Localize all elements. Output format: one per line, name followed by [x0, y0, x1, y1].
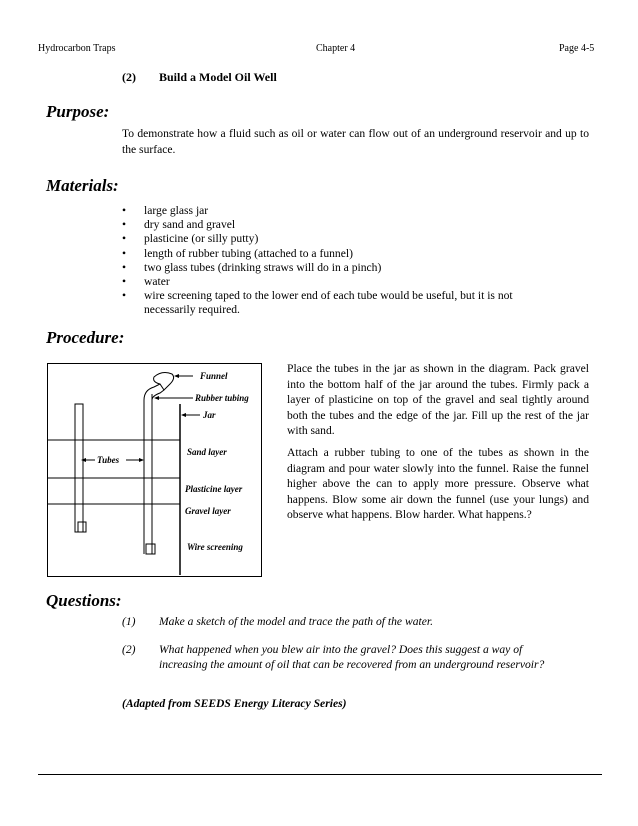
procedure-paragraph-2: Attach a rubber tubing to one of the tubes as shown in the diagram and pour water slowly into the funnel. Raise the funnel higher above the can to apply more pressure. Observe what happens. Blow some air down the funnel (use your lungs) and observe what happens. Blow harder. What happens.? [287, 446, 589, 521]
label-wire-screening: Wire screening [187, 542, 243, 552]
footer-divider [38, 774, 602, 775]
list-item: • wire screening taped to the lower end of each tube would be useful, but it is not necessarily required. [122, 289, 513, 317]
questions-heading: Questions: [46, 591, 122, 610]
right-tube-screen [146, 544, 155, 554]
funnel-arrowhead [174, 374, 179, 378]
label-rubber-tubing: Rubber tubing [195, 393, 249, 403]
list-item: • dry sand and gravel [122, 218, 236, 232]
label-gravel-layer: Gravel layer [185, 506, 231, 516]
list-item: • two glass tubes (drinking straws will do in a pinch) [122, 260, 382, 274]
bullet-icon: • [122, 232, 127, 246]
bullet-icon: • [122, 289, 127, 303]
header-center: Chapter 4 [316, 43, 356, 54]
label-plasticine-layer: Plasticine layer [185, 484, 243, 494]
bullet-icon: • [122, 275, 127, 289]
label-tubes: Tubes [97, 455, 120, 465]
rubber-tubing-arrowhead [154, 396, 159, 400]
purpose-heading: Purpose: [46, 102, 110, 121]
list-item: • plasticine (or silly putty) [122, 232, 259, 246]
question-1-number: (1) [122, 615, 136, 628]
bullet-icon: • [122, 218, 127, 232]
bullet-icon: • [122, 204, 127, 217]
question-2-number: (2) [122, 643, 136, 656]
purpose-text: To demonstrate how a fluid such as oil or water can flow out of an underground reservoir and up to the surface. [122, 127, 589, 156]
list-item: • length of rubber tubing (attached to a funnel) [122, 246, 353, 260]
jar-arrowhead [181, 413, 186, 417]
tubes-arrowhead-right [139, 458, 144, 462]
header-left: Hydrocarbon Traps [38, 43, 116, 54]
left-tube-screen [78, 522, 86, 532]
bullet-icon: • [122, 246, 127, 260]
list-item: • water [122, 275, 170, 289]
header-right: Page 4-5 [559, 43, 595, 54]
label-funnel: Funnel [200, 371, 228, 381]
activity-number: (2) [122, 70, 136, 84]
materials-list [122, 204, 562, 318]
materials-heading: Materials: [46, 176, 119, 195]
procedure-heading: Procedure: [46, 328, 125, 347]
list-item: • large glass jar [122, 204, 209, 217]
bullet-icon: • [122, 260, 127, 274]
oil-well-diagram [47, 363, 262, 577]
activity-title: Build a Model Oil Well [159, 70, 277, 84]
label-sand-layer: Sand layer [187, 447, 227, 457]
question-1-text: Make a sketch of the model and trace the path of the water. [159, 615, 433, 628]
diagram-drawing [48, 364, 260, 575]
label-jar: Jar [203, 410, 216, 420]
question-2-text: What happened when you blew air into the gravel? Does this suggest a way of increasing the amount of oil that can be recovered from an underground reservoir? [159, 643, 545, 671]
left-tube [75, 404, 83, 532]
procedure-paragraph-1: Place the tubes in the jar as shown in the diagram. Pack gravel into the bottom half of the jar around the tubes. Firmly pack a layer of plasticine on top of the gravel and seal tightly around both the tubes and the edge of the jar. Fill up the rest of the jar with sand. [287, 362, 589, 437]
source-citation: (Adapted from SEEDS Energy Literacy Series) [122, 697, 347, 710]
funnel-shape [154, 373, 174, 390]
